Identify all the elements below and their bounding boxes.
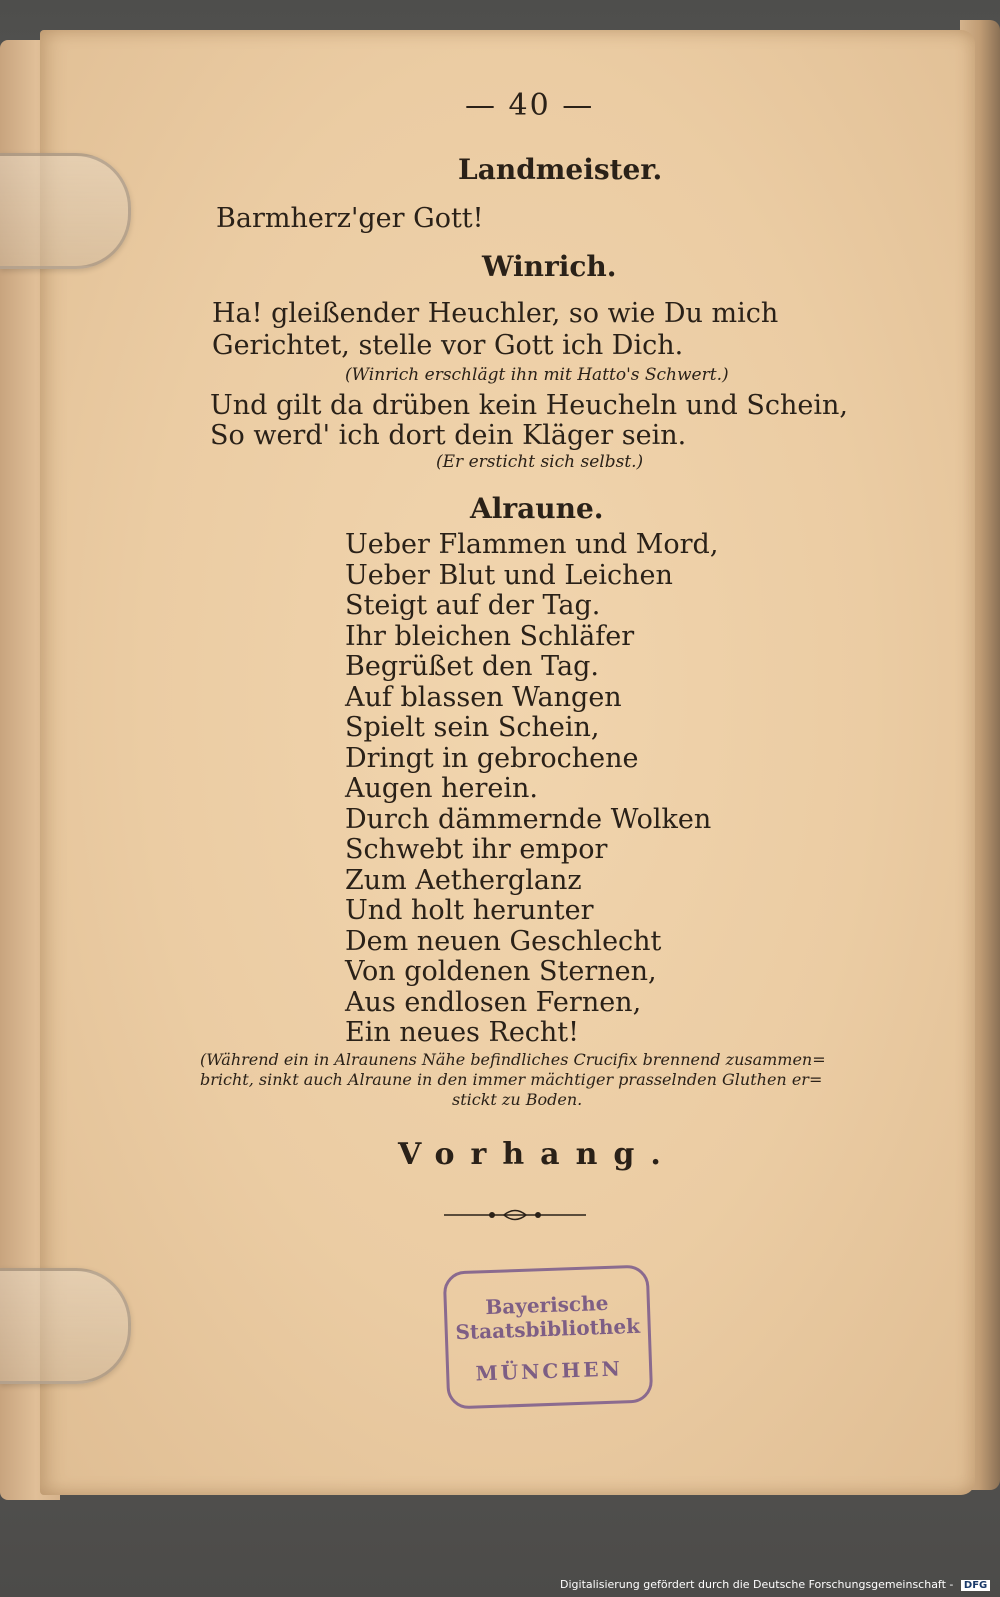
dfg-logo: DFG	[961, 1580, 990, 1591]
verse-line: Spielt sein Schein,	[345, 712, 600, 743]
verse-line: Ein neues Recht!	[345, 1017, 580, 1048]
verse-line: Ihr bleichen Schläfer	[345, 620, 635, 652]
line-winrich-1: Ha! gleißender Heuchler, so wie Du mich	[212, 298, 779, 329]
verse-line: Ueber Flammen und Mord,	[345, 529, 719, 560]
line-landmeister-1: Barmherz'ger Gott!	[216, 203, 484, 234]
verse-line: Dringt in gebrochene	[345, 742, 639, 774]
verse-line: Ueber Blut und Leichen	[345, 559, 673, 591]
speaker-landmeister: Landmeister.	[458, 153, 663, 186]
verse-line: Schwebt ihr empor	[345, 834, 608, 865]
final-stage-direction-3: stickt zu Boden.	[452, 1090, 583, 1109]
line-winrich-4: So werd' ich dort dein Kläger sein.	[210, 420, 687, 451]
verse-line: Durch dämmernde Wolken	[345, 803, 712, 835]
verse-line: Von goldenen Sternen,	[345, 956, 657, 987]
line-winrich-2: Gerichtet, stelle vor Gott ich Dich.	[212, 330, 684, 361]
footer-text: Digitalisierung gefördert durch die Deutsche Forschungsgemeinschaft -	[560, 1578, 954, 1591]
verse-line: Zum Aetherglanz	[345, 864, 582, 896]
line-winrich-3: Und gilt da drüben kein Heucheln und Schein,	[210, 390, 848, 421]
verse-line: Und holt herunter	[345, 895, 594, 926]
page-number: — 40 —	[465, 88, 595, 123]
verse-line: Augen herein.	[345, 773, 538, 804]
digitization-footer	[560, 1578, 990, 1596]
verse-line: Steigt auf der Tag.	[345, 590, 601, 621]
ornament-divider-icon	[444, 1208, 586, 1222]
verse-line: Auf blassen Wangen	[345, 681, 622, 713]
verse-line: Begrüßet den Tag.	[345, 651, 599, 682]
curtain-heading: Vorhang.	[398, 1137, 677, 1172]
speaker-alraune: Alraune.	[470, 492, 604, 525]
stamp-line-2: Staatsbibliothek	[455, 1313, 641, 1345]
stage-direction-2: (Er ersticht sich selbst.)	[436, 452, 644, 472]
stamp-line-1: Bayerische	[484, 1290, 609, 1320]
stage-direction-1: (Winrich erschlägt ihn mit Hatto's Schwert.)	[345, 365, 729, 385]
page-clip-bottom	[0, 1268, 131, 1384]
final-stage-direction-2: bricht, sinkt auch Alraune in den immer mächtiger prasselnden Gluthen er=	[200, 1070, 823, 1089]
verse-line: Aus endlosen Fernen,	[345, 986, 642, 1018]
final-stage-direction-1: (Während ein in Alraunens Nähe befindliches Crucifix brennend zusammen=	[200, 1050, 826, 1069]
page-clip-top	[0, 153, 131, 269]
alraune-verse	[345, 530, 718, 1049]
stamp-line-3: MÜNCHEN	[475, 1356, 624, 1386]
library-stamp	[443, 1264, 654, 1409]
verse-line: Dem neuen Geschlecht	[345, 925, 662, 957]
speaker-winrich: Winrich.	[482, 250, 617, 283]
